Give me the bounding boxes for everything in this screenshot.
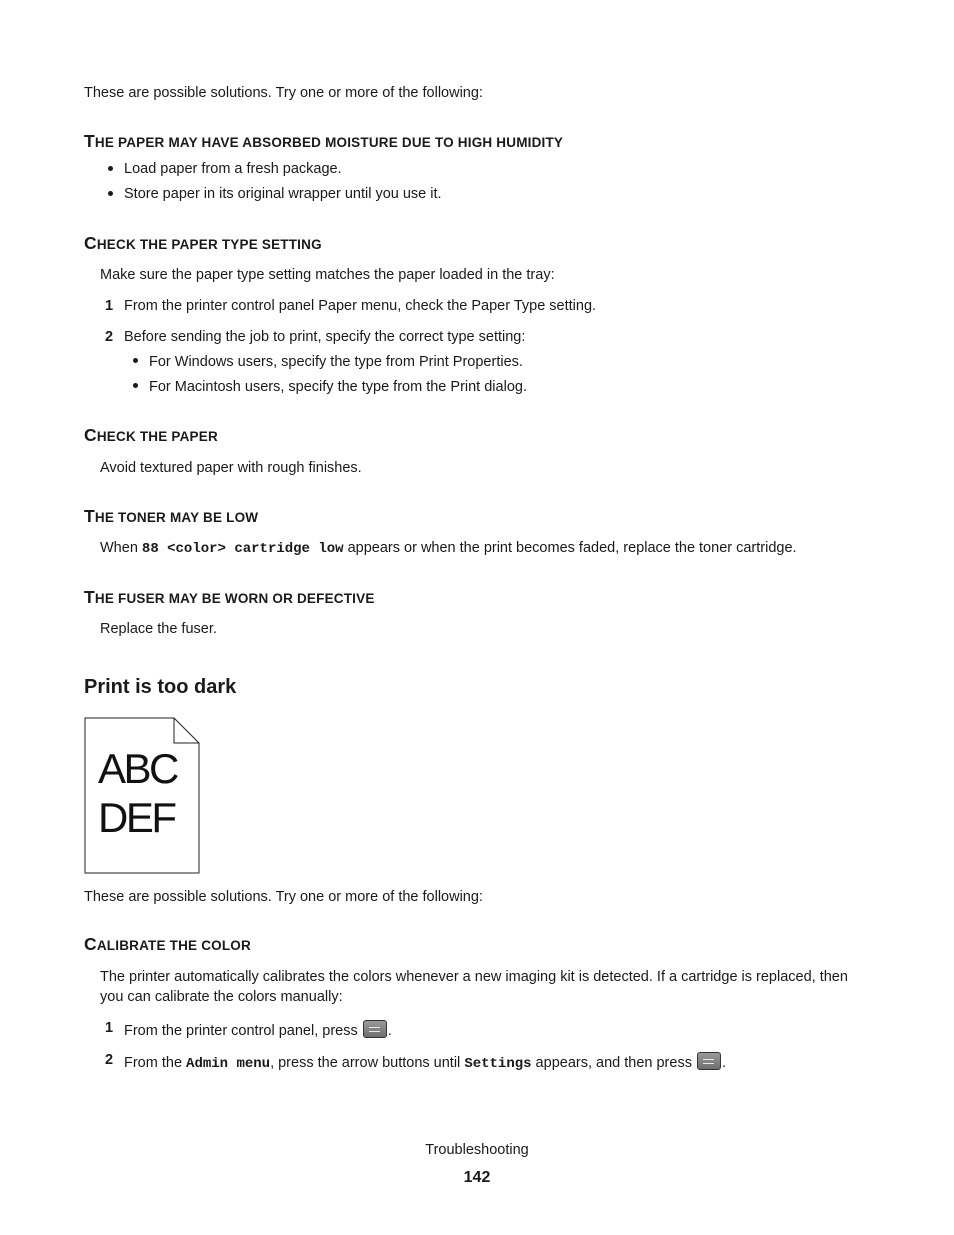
paper-type-lead: Make sure the paper type setting matches the paper loaded in the tray:	[100, 267, 555, 283]
bullet-icon	[108, 191, 113, 196]
step-text: From the Admin menu, press the arrow buttons until Settings appears, and then press .	[124, 1052, 726, 1072]
list-item: For Macintosh users, specify the type from the Print dialog.	[149, 379, 527, 395]
step-text: From the printer control panel, press .	[124, 1020, 392, 1039]
step-number: 1	[105, 1020, 114, 1036]
step-text: Before sending the job to print, specify the correct type setting:	[124, 329, 526, 345]
bullet-icon	[108, 166, 113, 171]
intro-text: These are possible solutions. Try one or more of the following:	[84, 85, 483, 101]
step-number: 2	[105, 329, 114, 345]
illustration-line2: DEF	[98, 794, 175, 841]
list-item: Load paper from a fresh package.	[124, 161, 342, 177]
fuser-text: Replace the fuser.	[100, 621, 217, 637]
menu-code: Admin menu	[186, 1056, 271, 1072]
menu-key-icon	[363, 1020, 387, 1038]
heading-paper-type: CHECK THE PAPER TYPE SETTING	[84, 233, 322, 253]
illustration-line1: ABC	[98, 745, 177, 792]
menu-key-icon	[697, 1052, 721, 1070]
step-text: From the printer control panel Paper menu, check the Paper Type setting.	[124, 298, 597, 314]
calibrate-para-line2: you can calibrate the colors manually:	[100, 989, 343, 1005]
heading-toner-low: THE TONER MAY BE LOW	[84, 506, 259, 526]
intro-text-2: These are possible solutions. Try one or more of the following:	[84, 889, 483, 905]
list-item: Store paper in its original wrapper until you use it.	[124, 186, 442, 202]
page-number: 142	[463, 1169, 491, 1186]
footer-label: Troubleshooting	[425, 1142, 529, 1158]
heading-humidity: THE PAPER MAY HAVE ABSORBED MOISTURE DUE TO HIGH HUMIDITY	[84, 131, 564, 151]
heading-calibrate: CALIBRATE THE COLOR	[84, 934, 251, 954]
bullet-icon	[133, 358, 138, 363]
check-paper-text: Avoid textured paper with rough finishes.	[100, 460, 362, 476]
toner-low-text: When 88 <color> cartridge low appears or when the print becomes faded, replace the toner cartridge.	[100, 540, 797, 557]
list-item: For Windows users, specify the type from Print Properties.	[149, 354, 523, 370]
section-title: Print is too dark	[84, 676, 237, 698]
calibrate-para-line1: The printer automatically calibrates the colors whenever a new imaging kit is detected. If a cartridge is replaced, then	[100, 969, 848, 985]
step-number: 1	[105, 298, 114, 314]
message-code: 88 <color> cartridge low	[141, 541, 344, 557]
heading-check-paper: CHECK THE PAPER	[84, 425, 218, 445]
heading-fuser: THE FUSER MAY BE WORN OR DEFECTIVE	[84, 587, 375, 607]
menu-code: Settings	[464, 1056, 532, 1072]
step-number: 2	[105, 1052, 114, 1068]
bullet-icon	[133, 383, 138, 388]
